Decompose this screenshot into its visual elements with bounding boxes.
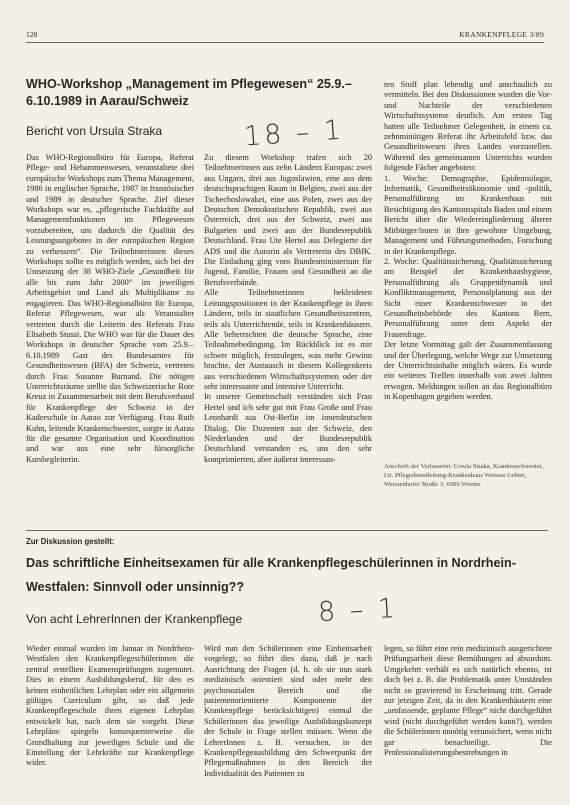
handwritten-mark-2: 8 – 1 <box>317 592 399 629</box>
paragraph: Alle Teilnehmerinnen bekleideten Leitungspositionen in der Krankenpflege in ihren Ländern, teils in staatlichen Gesundheitszentren, teils als Unterrichtende, teils in Krankenhäusern. Alle beherrschten die deutsche Sprache, eine Teilnahmebedingung. Im Rückblick ist es mir schwer möglich, festzulegen, was mehr Gewinn brachte, der Austausch in diesem Kollegenkreis aus verschiedenen Wirtschaftssystemen oder der sehr interessante und intensive Unterricht. <box>204 288 372 391</box>
article2-column-1 <box>26 644 194 794</box>
paragraph: Wird nun den Schülerinnen eine Einheitsarbeit vorgelegt, so führt dies dazu, daß je nach Ausrichtung der Fragen (d. h. ob sie nun stark medizinisch orientiert sind oder mehr den psychosozialen Bereich und die patientenorientierte Komponente der Krankenpflege berücksichtigen) einmal die Schülerinnen das jeweilige Ausbildungskonzept der Schule in Frage stellen müssen. Wenn die LehrerInnen z. B. versuchen, in der Krankenpflegeausbildung den Schwerpunkt der Pflegemaßnahmen in den Bereich der Individualität des Patienten zu <box>204 644 372 778</box>
paragraph: In unserer Gemeinschaft verständen sich Frau Hertel und ich sehr gut mit Frau Große und Frau Leonhardi aus Ost-Berlin im innerdeutschen Dialog. Die Dozenten aus der Schweiz, den Niederlanden und der Bundesrepublik Deutschland verstanden es, uns den sehr komprimierten, aber äußerst interessan- <box>204 392 372 464</box>
running-header <box>26 30 544 43</box>
paragraph: Wieder einmal wurden im Januar in Nordrhein-Westfalen den Krankenpflegeschülerinnen die zentral erstellten Examensprüfungen zugemutet. Dies in einem Ausbildungsberuf, für den es keinen einheitlichen Lehrplan oder ein allgemein gültiges Curriculum gibt, so daß jede Krankenpflegeschule ihren eigenen Lehrplan entwickelt hat, nach dem sie vorgeht. Diese Lehrpläne spiegeln konsequenterweise die Grundhaltung zur jeweiligen Schule und die Einstellung der Lehrkräfte zur Krankenpflege wider. <box>26 644 194 768</box>
handwritten-mark: 18 – 1 <box>243 114 346 153</box>
section-divider <box>26 530 548 531</box>
article-column-1 <box>26 153 194 525</box>
paragraph: Der letzte Vormittag galt der Zusammenfassung und der Überlegung, welche Wege zur Umsetzung der Unterrichtsinhalte möglich wären. Es wurde ein weiteres Treffen innerhalb von zwei Jahren erwogen. Meldungen sollen an das Regionalbüro in Kopenhagen gegeben werden. <box>384 340 552 402</box>
article-byline: Bericht von Ursula Straka <box>26 124 163 138</box>
article-column-3 <box>384 80 552 450</box>
paragraph: legen, so führt eine rein medizinisch ausgerichtete Prüfungsarbeit diese Bemühungen ad absurdum. Umgekehrt verhält es sich natürlich ebenso, ist doch bei z. B. die Problematik unter Umständen nicht so gravierend in Erscheinung tritt. Gerade zur jetzigen Zeit, da in den Krankenhäusern eine „umfassende, geplante Pflege“ nicht durchgeführt wird (nicht durchgeführt werden kann?), werden die Schülerinnen unnötig verunsichert, wenn nicht gar benachteiligt. Die Professionalisierungsbestrebungen in <box>384 644 552 758</box>
article-column-2 <box>204 153 372 525</box>
article-byline-2: Von acht LehrerInnen der Krankenpflege <box>26 612 243 626</box>
article2-column-3 <box>384 644 552 794</box>
section-kicker: Zur Diskussion gestellt: <box>26 537 115 546</box>
paragraph: ten Stoff plan lebendig und anschaulich zu vermitteln. Bei den Diskussionen wurden die Vor- und Nachteile der verschiedenen Wirtschaftssysteme deutlich. Am ersten Tag hatten alle Teilnehmer Gelegenheit, in einem ca. zehnminütigen Referat ihr Arbeitsfeld bzw. das Gesundheitswesen ihres Landes vorzustellen. Während des gemeinsamen Unterrichts wurden folgende Fächer angeboten: <box>384 80 552 173</box>
list-item: 2. Woche: Qualitätssicherung, Qualitätssicherung am Beispiel der Krankenhaushygiene, Personalführung als Gruppendynamik und Konfliktmanagement, Personalplanung aus der Sicht einer Krankenschwester in der Gesundheitsbehörde des Kantons Bern, Personalführung unter dem Aspekt der Frauenfrage. <box>384 256 552 339</box>
paragraph: Zu diesem Workshop trafen sich 20 Teilnehmerinnen aus zehn Ländern Europas: zwei aus Ungarn, drei aus Jugoslawien, eine aus dem deutschsprachigen Raum in Belgien, zwei aus der Tschechoslowakei, eine aus Polen, zwei aus der Deutschen Demokratischen Republik, zwei aus Österreich, drei aus der Schweiz, zwei aus Bulgarien und zwei aus der Bundesrepublik Deutschland. Frau Ute Hertel aus Delegierte der ADS und die Autorin als Vertreterin des DBfK. Die Einladung ging vom Bundesministerium für Jugend, Familie, Frauen und Gesundheit an die Berufsverbände. <box>204 153 372 287</box>
list-item: 1. Woche: Demographie, Epidemiologie, Informatik, Gesundheitsökonomie und -politik, Personalführung im Krankenhaus mit Besichtigung des Kantonsspitals Baden und einem Bericht über die Wiedereingliederung älterer Mitbürger/innen in ihre gewohnte Umgebung, Management und Führungsmethoden, Forschung in der Krankenpflege. <box>384 173 552 256</box>
article-title-2: Das schriftliche Einheitsexamen für alle Krankenpflegeschülerinnen in Nordrhein-Westfalen: Sinnvoll oder unsinnig?? <box>26 556 516 594</box>
journal-name: KRANKENPFLEGE 3/89 <box>459 30 544 39</box>
page-number: 128 <box>26 30 38 39</box>
author-address: Anschrift der Verfasserin: Ursula Straka, Krankenschwester, Ltr. Pflegedienstleitung-Krankenhaus Weisses Gebiet, Weissenhofer Straße 3, 6500 Worms. <box>384 463 544 488</box>
article-title: WHO-Workshop „Management im Pflegewesen“ 25.9.–6.10.1989 in Aarau/Schweiz <box>26 77 352 108</box>
article2-column-2 <box>204 644 372 794</box>
paragraph: Das WHO-Regionalbüro für Europa, Referat Pflege- und Hebammenwesen, veranstaltete drei europäische Workshops zum Thema Management, 1986 in englischer Sprache, 1987 in französischer und 1989 in deutscher Sprache. Ziel dieser Workshops war es, „pflegerische Fachkräfte auf Managementfunktionen im Pflegewesen vorzubereiten, um dadurch die Qualität des Leistungsangebotes in der europäischen Region zu verbessern“. Die Teilnehmerinnen dieses Workshops sollte es möglich werden, sich bei der Umsetzung der 38 WHO-Ziele „Gesundheit für alle bis zum Jahr 2000“ im jeweiligen Arbeitsgebiet und Land als Multiplikator zu engagieren. Das WHO-Regionalbüro für Europa, Referat Pflegewesen, war als Veranstalter vertreten durch die Leiterin des Referats Frau Elisabeth Stussi. Die WHO war für die Dauer des Workshops in deutscher Sprache vom 25.9.–6.10.1989 Gast des Bundesamtes für Gesundheitswesen (BFA) der Schweiz, vertreten durch Frau Susanne Burnand. Die nötigen Unterrichtsräume stellte das Schweizerische Rote Kreuz in Zusammenarbeit mit dem Berufsverband für Krankenpflege der Schweiz in der Kaderschule in Aarau zur Verfügung. Frau Ruth Kuhn, leitende Krankenschwester, sorgte in Aarau für die gesamte Organisation und Koordination und war uns eine sehr fürsorgliche Kursbegleiterin. <box>26 153 194 464</box>
